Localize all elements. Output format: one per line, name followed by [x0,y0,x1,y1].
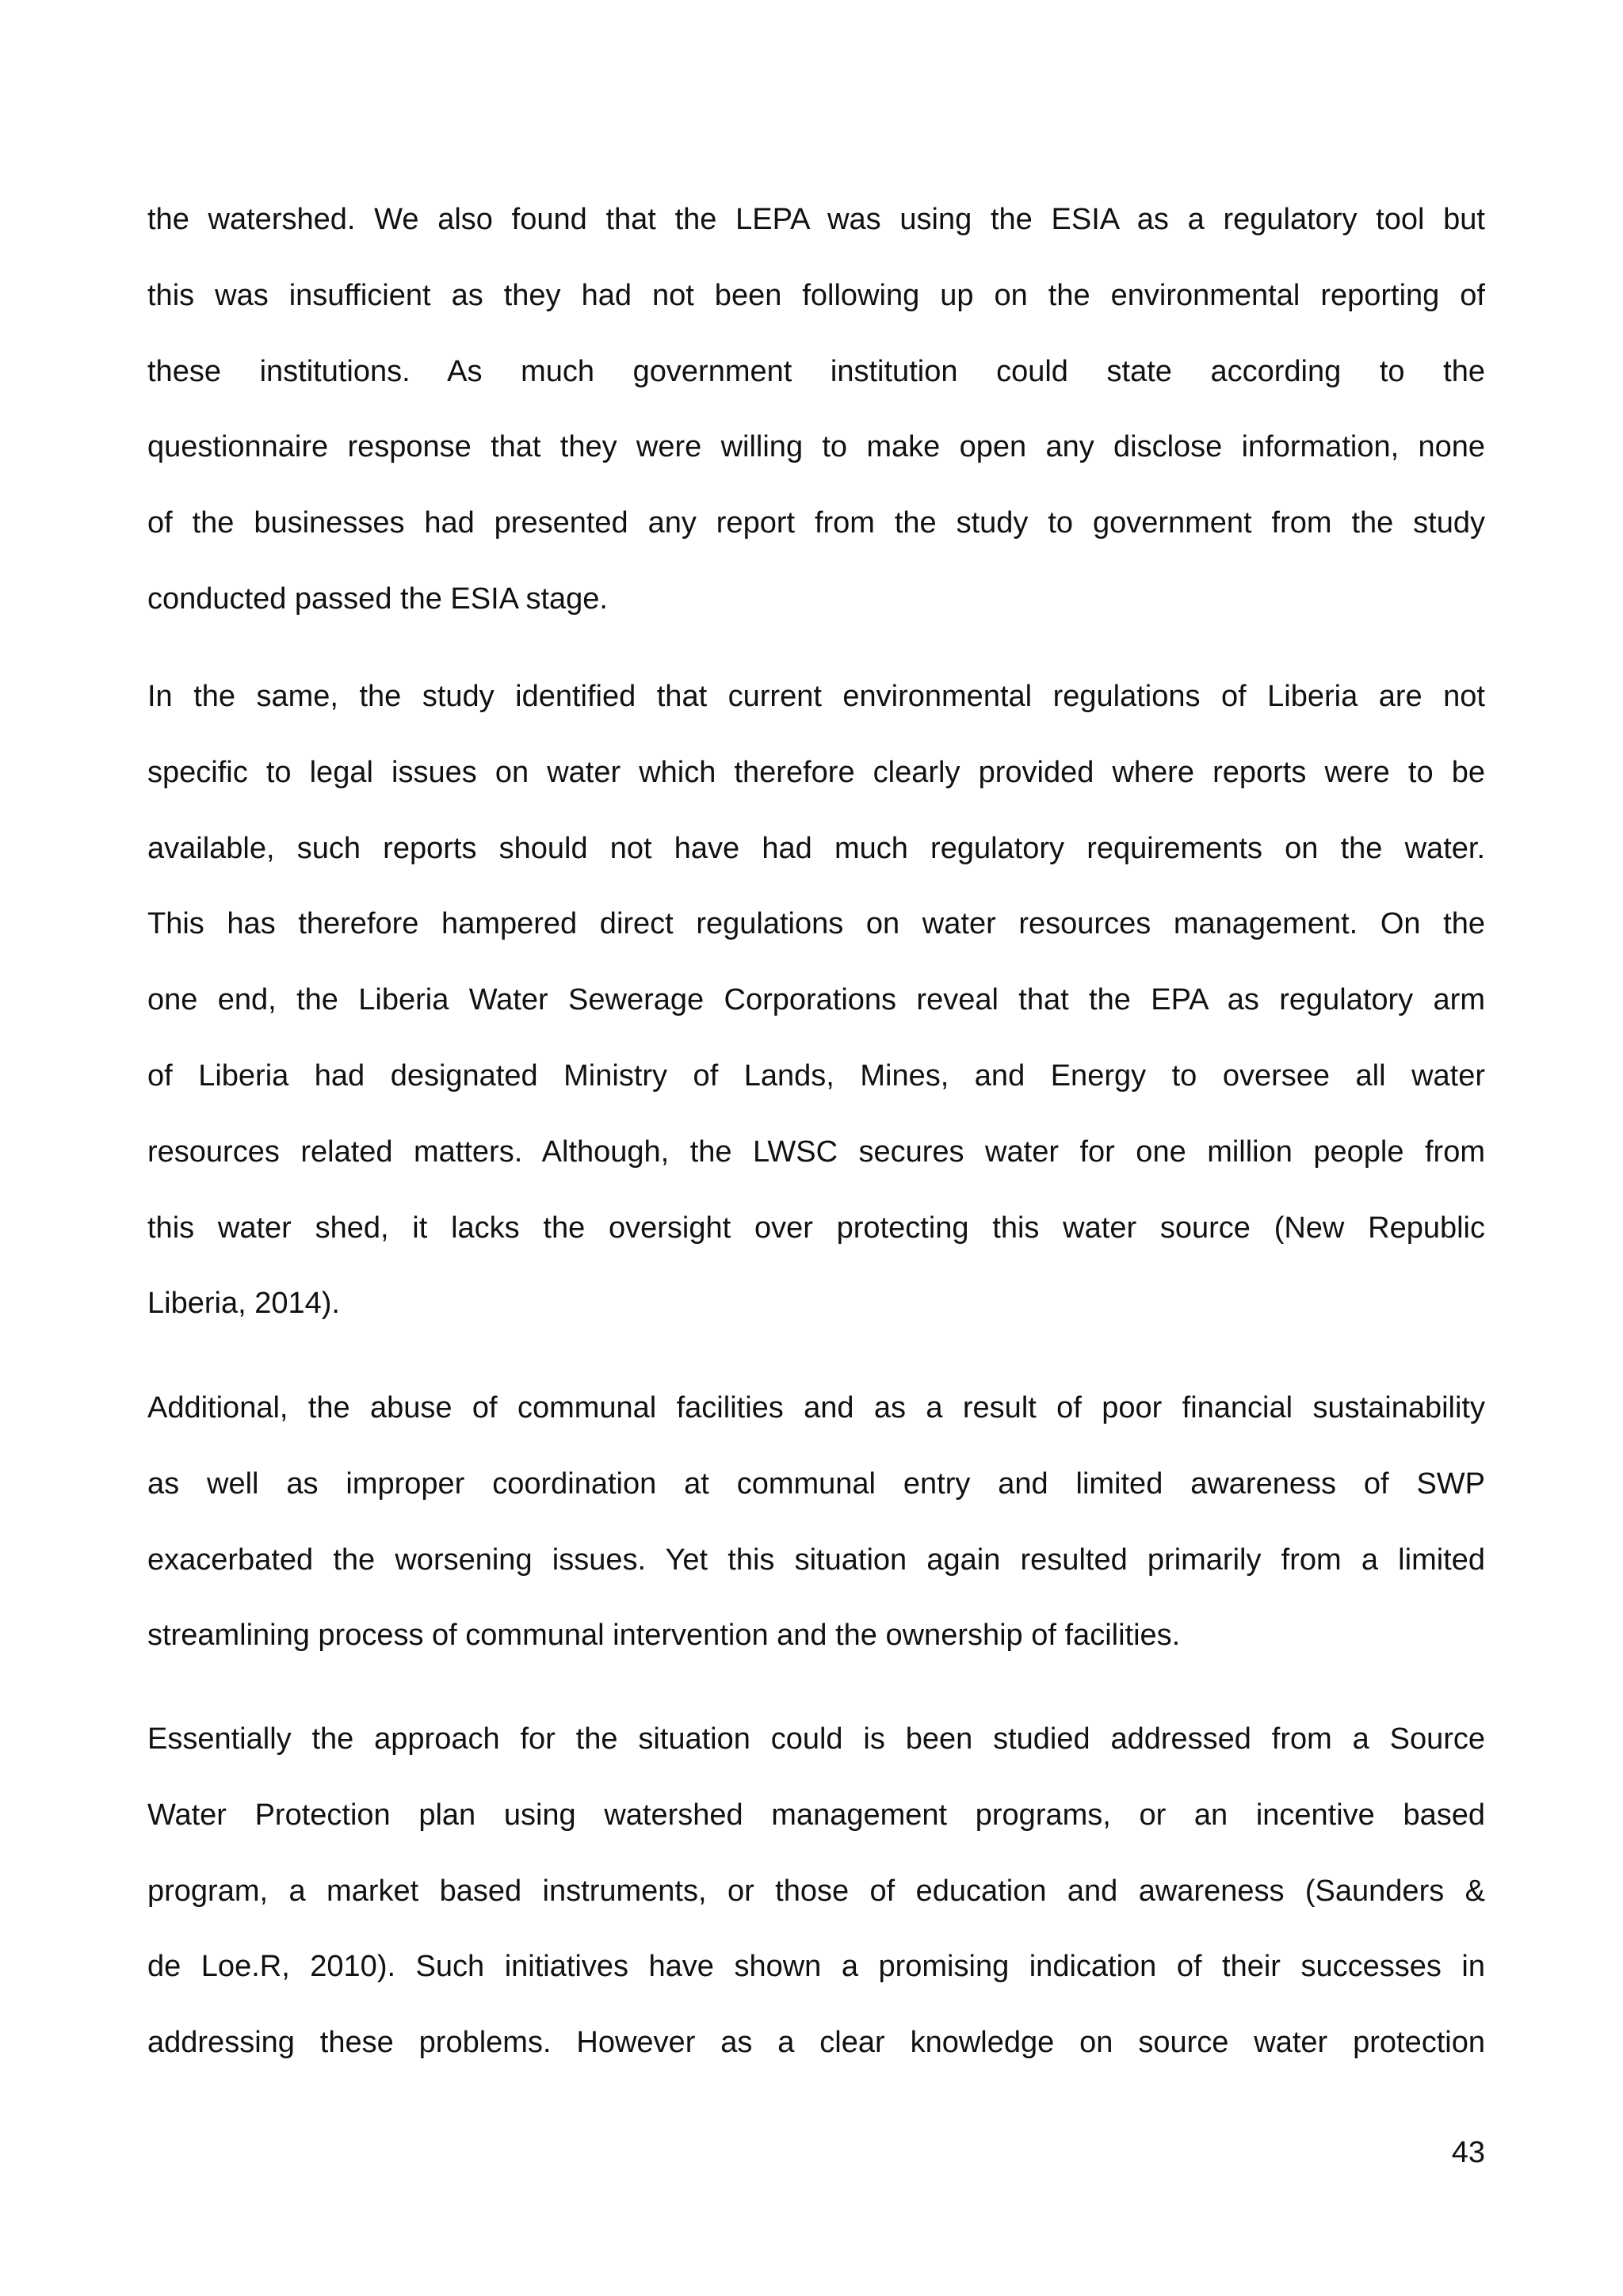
paragraph-line: of the businesses had presented any report from the study to government from the study [147,506,1485,540]
paragraph-line: these institutions. As much government institution could state according to the [147,354,1485,388]
paragraph-line: Essentially the approach for the situation could is been studied addressed from a Source [147,1722,1485,1756]
paragraph-line: this water shed, it lacks the oversight over protecting this water source (New Republic [147,1211,1485,1245]
paragraph-line: program, a market based instruments, or those of education and awareness (Saunders & [147,1874,1485,1908]
paragraph-line: streamlining process of communal intervention and the ownership of facilities. [147,1619,1181,1653]
paragraph-line: resources related matters. Although, the LWSC secures water for one million people from [147,1135,1485,1169]
paragraph-line: exacerbated the worsening issues. Yet this situation again resulted primarily from a limited [147,1543,1485,1577]
paragraph-line: In the same, the study identified that current environmental regulations of Liberia are not [147,680,1485,713]
page-number: 43 [1451,2136,1485,2169]
paragraph-line: one end, the Liberia Water Sewerage Corporations reveal that the EPA as regulatory arm [147,983,1485,1017]
paragraph-line: Additional, the abuse of communal facilities and as a result of poor financial sustainability [147,1391,1485,1425]
paragraph-line: the watershed. We also found that the LEPA was using the ESIA as a regulatory tool but [147,203,1485,236]
paragraph-4 [147,1702,1485,2081]
paragraph-line: Liberia, 2014). [147,1287,340,1321]
paragraph-3 [147,1371,1485,1674]
paragraph-line: conducted passed the ESIA stage. [147,582,608,616]
paragraph-1 [147,182,1485,638]
paragraph-line: specific to legal issues on water which therefore clearly provided where reports were to be [147,755,1485,789]
paragraph-line: of Liberia had designated Ministry of Lands, Mines, and Energy to oversee all water [147,1058,1485,1093]
paragraph-line: as well as improper coordination at communal entry and limited awareness of SWP [147,1466,1485,1501]
paragraph-line: this was insufficient as they had not been following up on the environmental reporting of [147,278,1485,312]
paragraph-line: Water Protection plan using watershed management programs, or an incentive based [147,1798,1485,1832]
paragraph-line: This has therefore hampered direct regulations on water resources management. On the [147,907,1485,941]
paragraph-line: available, such reports should not have had much regulatory requirements on the water. [147,831,1485,865]
paragraph-line: addressing these problems. However as a clear knowledge on source water protection [147,2026,1485,2060]
paragraph-line: de Loe.R, 2010). Such initiatives have shown a promising indication of their successes in [147,1950,1485,1984]
paragraph-line: questionnaire response that they were willing to make open any disclose information, none [147,430,1485,464]
paragraph-2 [147,659,1485,1342]
